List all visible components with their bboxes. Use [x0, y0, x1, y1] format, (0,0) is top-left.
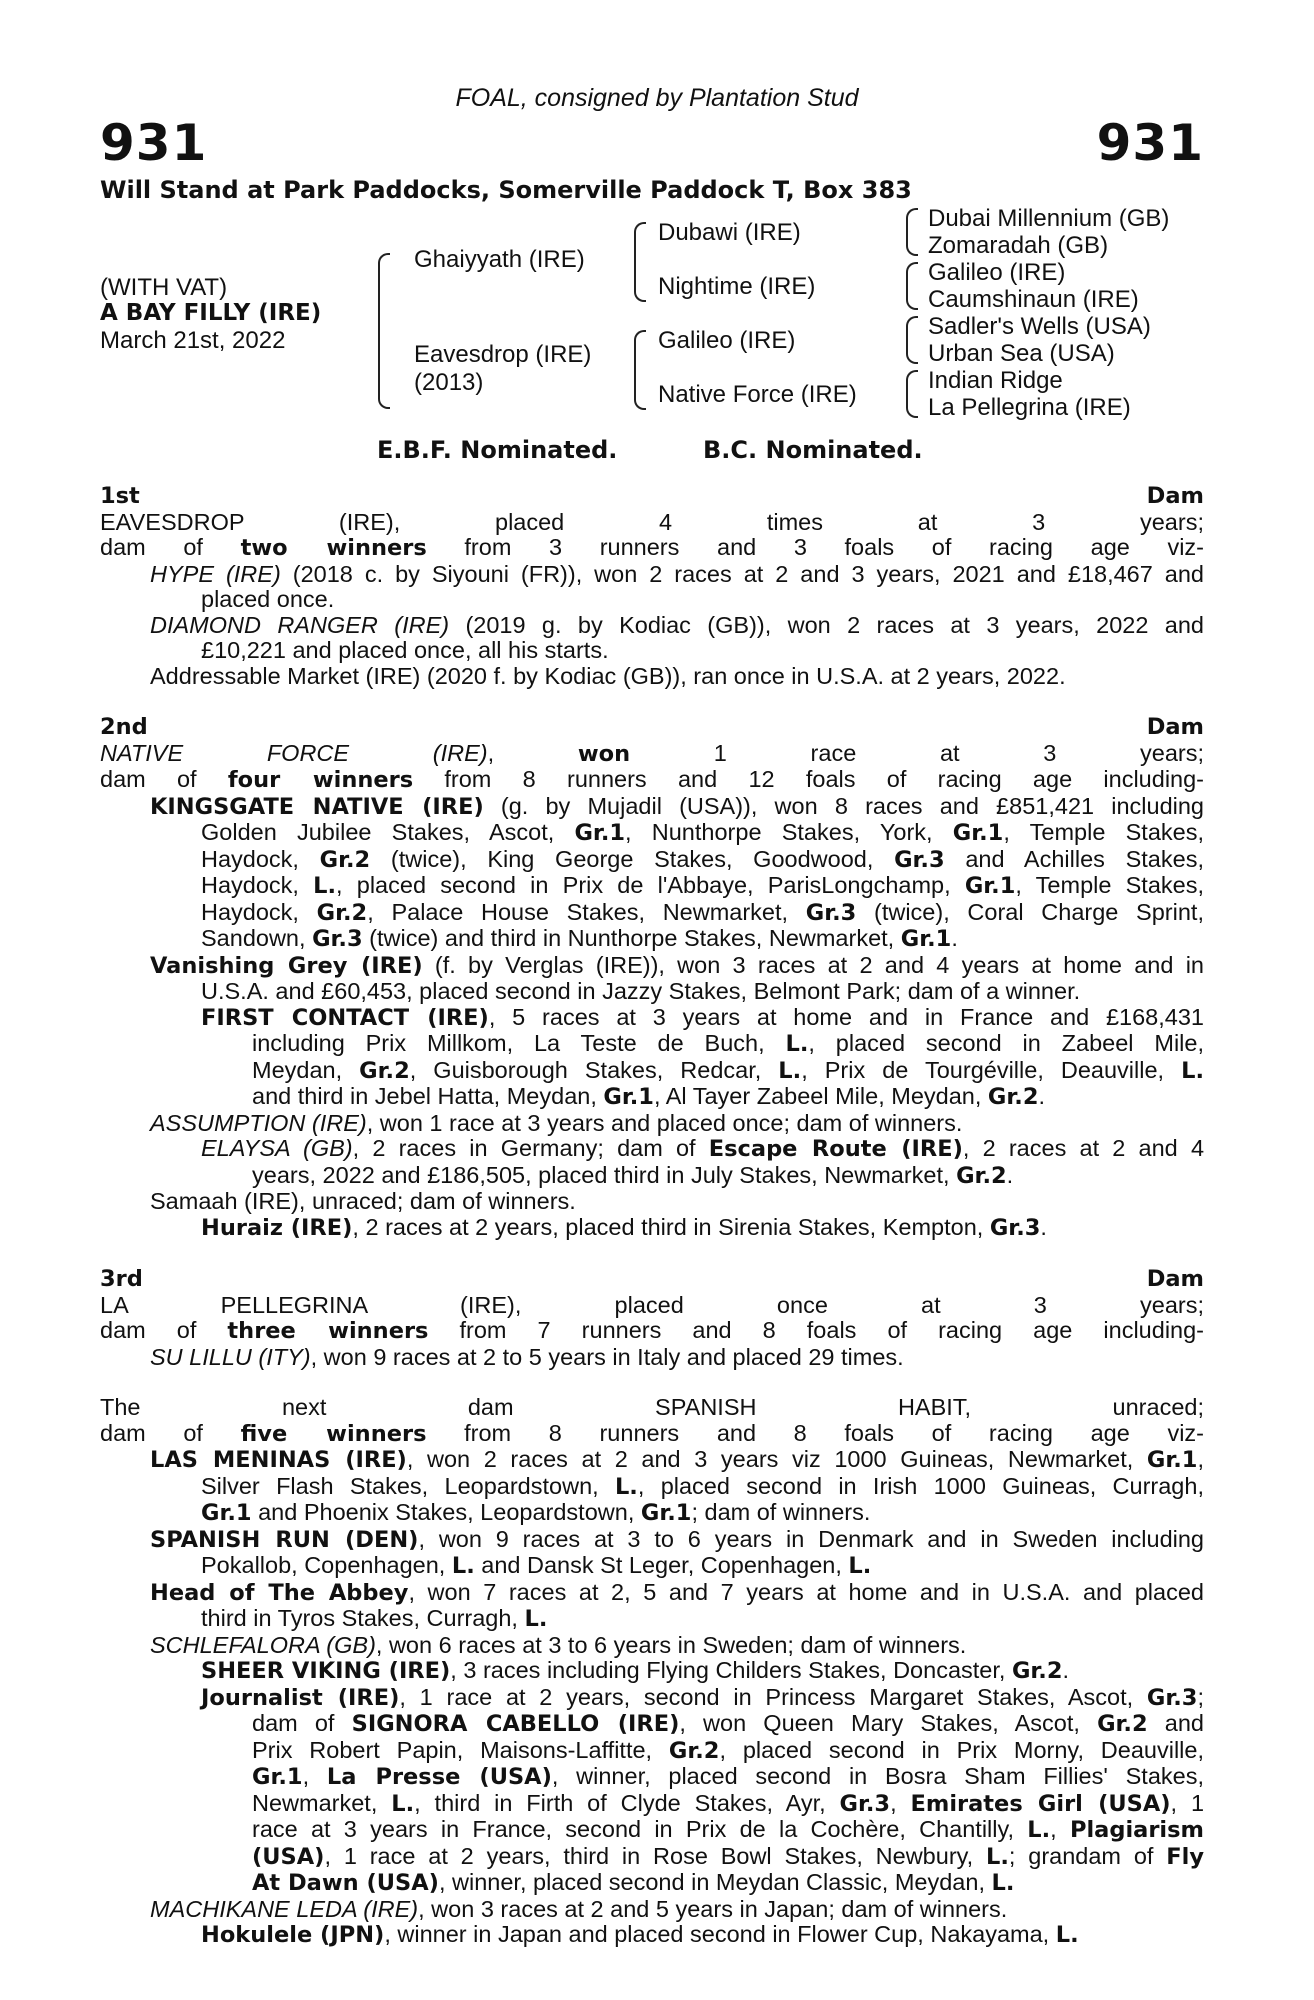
catalogue-line — [100, 979, 1204, 1005]
brace-g4-2 — [906, 262, 918, 310]
bold-text: L. — [986, 1843, 1009, 1870]
brace-dam-line — [634, 330, 646, 410]
text: , winner, placed second in Meydan Classic, Meydan, — [438, 1869, 992, 1895]
catalogue-line — [100, 638, 1204, 664]
text: U.S.A. and £60,453, placed second in Jazzy Stakes, Belmont Park; dam of a winner. — [201, 978, 1081, 1004]
bold-text: Gr.1 — [964, 873, 1016, 899]
catalogue-line — [100, 767, 1204, 794]
text: Haydock, — [201, 845, 320, 872]
catalogue-line — [100, 1421, 1204, 1448]
bold-text: L. — [391, 1790, 415, 1817]
dam-sire: Galileo (IRE) — [658, 327, 796, 354]
text: from 7 runners and 8 foals of racing age including- — [428, 1317, 1205, 1343]
catalogue-line — [100, 1058, 1204, 1085]
bold-text: Gr.3 — [894, 846, 945, 873]
catalogue-line — [100, 900, 1204, 927]
bold-text: five winners — [240, 1420, 427, 1447]
text: Silver Flash Stakes, Leopardstown, — [201, 1472, 615, 1499]
bold-text: Gr.2 — [319, 846, 371, 873]
text: , 2 races at 2 years, placed third in Sirenia Stakes, Kempton, — [352, 1213, 990, 1240]
bold-text: Gr.1 — [952, 820, 1004, 846]
text: Prix Robert Papin, Maisons-Laffitte, — [252, 1736, 669, 1763]
italic-text: DIAMOND RANGER (IRE) — [150, 611, 450, 638]
bold-text: L. — [1055, 1922, 1079, 1948]
ebf-nomination: E.B.F. Nominated. — [377, 436, 618, 464]
sire-dam: Nightime (IRE) — [658, 273, 816, 300]
text: ; — [1197, 1683, 1204, 1710]
text: , won 1 race at 3 years and placed once; dam of winners. — [366, 1109, 963, 1136]
bold-text: four winners — [227, 767, 414, 793]
bold-text: Gr.1 — [252, 1764, 303, 1790]
bold-text: Gr.3 — [805, 899, 857, 926]
brace-gen1 — [378, 253, 390, 409]
bold-text: three winners — [227, 1318, 429, 1344]
text: third in Tyros Stakes, Curragh, — [201, 1605, 525, 1631]
consignor-line: FOAL, consigned by Plantation Stud — [455, 84, 859, 112]
text: Newmarket, — [252, 1789, 392, 1816]
catalogue-line — [100, 1395, 1204, 1421]
catalogue-line — [100, 1084, 1204, 1111]
text: EAVESDROP (IRE), placed 4 times at 3 years; — [100, 508, 1204, 535]
bold-text: Head of The Abbey — [150, 1579, 409, 1606]
catalogue-line — [100, 1474, 1204, 1501]
brace-sire-line — [634, 222, 646, 302]
bold-text: Gr.1 — [1146, 1447, 1198, 1473]
text: , Temple Stakes, — [1015, 872, 1204, 898]
text: . — [1038, 1083, 1046, 1109]
bold-text: L. — [1181, 1057, 1204, 1084]
g4-horse: Dubai Millennium (GB) — [928, 205, 1170, 232]
text: , third in Firth of Clyde Stakes, Ayr, — [414, 1789, 840, 1816]
heading-text: 2nd Dam — [100, 714, 1204, 740]
catalogue-line — [100, 1345, 1204, 1371]
bold-text: Gr.1 — [603, 1084, 654, 1110]
catalogue-line — [100, 562, 1204, 588]
text: , — [487, 739, 578, 766]
sire-sire: Dubawi (IRE) — [658, 219, 801, 246]
catalogue-line — [100, 1580, 1204, 1607]
text: from 8 runners and 12 foals of racing age including- — [413, 766, 1204, 792]
catalogue-line — [100, 1791, 1204, 1818]
italic-text: HYPE (IRE) — [150, 560, 281, 587]
bold-text: LAS MENINAS (IRE) — [150, 1447, 407, 1473]
g4-horse: Galileo (IRE) — [928, 259, 1066, 286]
bold-text: KINGSGATE NATIVE (IRE) — [150, 793, 484, 820]
catalogue-line — [100, 613, 1204, 639]
horse-name: A BAY FILLY (IRE) — [100, 300, 322, 326]
catalogue-line — [100, 1215, 1204, 1242]
text: Golden Jubilee Stakes, Ascot, — [201, 819, 575, 845]
text: 1 race at 3 years; — [630, 739, 1204, 766]
bold-text: La Presse (USA) — [326, 1764, 552, 1790]
g4-horse: Zomaradah (GB) — [928, 232, 1109, 259]
text: , 5 races at 3 years at home and in France and £168,431 — [488, 1003, 1204, 1030]
catalogue-line — [100, 664, 1204, 690]
text: , 2 races at 2 and 4 — [962, 1135, 1205, 1161]
text: (g. by Mujadil (USA)), won 8 races and £851,421 including — [483, 792, 1204, 819]
catalogue-line — [100, 1318, 1204, 1345]
text: placed once. — [201, 586, 335, 612]
catalogue-line — [100, 1711, 1204, 1738]
text: , Palace House Stakes, Newmarket, — [367, 898, 806, 925]
text: (twice), King George Stakes, Goodwood, — [370, 845, 895, 872]
bold-text: Gr.2 — [359, 1057, 410, 1084]
bold-text: Gr.3 — [312, 926, 363, 952]
text: Samaah (IRE), unraced; dam of winners. — [150, 1188, 576, 1214]
catalogue-line — [100, 1293, 1204, 1319]
text: (2019 g. by Kodiac (GB)), won 2 races at 3 years, 2022 and — [449, 611, 1204, 638]
text: (twice), Coral Charge Sprint, — [856, 898, 1204, 925]
text: (2018 c. by Siyouni (FR)), won 2 races at 2 and 3 years, 2021 and £18,467 and — [280, 560, 1204, 587]
text: Pokallob, Copenhagen, — [201, 1552, 452, 1578]
text: Sandown, — [201, 925, 313, 951]
g4-horse: La Pellegrina (IRE) — [928, 394, 1131, 421]
text: , won 3 races at 2 and 5 years in Japan; dam of winners. — [418, 1895, 1008, 1922]
catalogue-line — [100, 1633, 1204, 1659]
foaling-date: March 21st, 2022 — [100, 327, 286, 354]
catalogue-line — [100, 1922, 1204, 1949]
text: , 1 — [1170, 1789, 1205, 1816]
brace-g4-4 — [906, 370, 918, 418]
text: and Phoenix Stakes, Leopardstown, — [251, 1499, 641, 1525]
sire: Ghaiyyath (IRE) — [414, 246, 585, 273]
text: , 2 races in Germany; dam of — [352, 1135, 709, 1161]
brace-g4-3 — [906, 316, 918, 364]
text: dam of — [252, 1710, 352, 1736]
text: , winner, placed second in Bosra Sham Fillies' Stakes, — [551, 1763, 1204, 1789]
bold-text: At Dawn (USA) — [252, 1870, 439, 1896]
text: , won 9 races at 2 to 5 years in Italy and placed 29 times. — [310, 1343, 904, 1370]
text: from 3 runners and 3 foals of racing age viz- — [426, 534, 1204, 560]
text: LA PELLEGRINA (IRE), placed once at 3 years; — [100, 1291, 1204, 1318]
catalogue-line — [100, 1658, 1204, 1685]
text: . — [1040, 1213, 1047, 1240]
catalogue-line — [100, 873, 1204, 900]
bold-text: SPANISH RUN (DEN) — [150, 1526, 419, 1553]
catalogue-line — [100, 794, 1204, 821]
dam-year: (2013) — [414, 369, 484, 396]
text: . — [1006, 1161, 1014, 1188]
bold-text: Gr.1 — [574, 820, 626, 846]
bold-text: Gr.2 — [316, 899, 368, 926]
text: , Nunthorpe Stakes, York, — [625, 819, 953, 845]
text: years, 2022 and £186,505, placed third in July Stakes, Newmarket, — [252, 1161, 957, 1188]
bold-text: Gr.3 — [1146, 1684, 1198, 1711]
text: race at 3 years in France, second in Prix de la Cochère, Chantilly, — [252, 1816, 1028, 1842]
catalogue-line — [100, 926, 1204, 953]
bold-text: SHEER VIKING (IRE) — [201, 1658, 451, 1684]
bold-text: Gr.2 — [1097, 1711, 1148, 1737]
catalogue-line — [100, 1136, 1204, 1163]
section-heading — [100, 483, 1204, 510]
catalogue-line — [100, 1606, 1204, 1633]
bold-text: two winners — [240, 535, 427, 561]
text: , winner in Japan and placed second in Flower Cup, Nakayama, — [384, 1921, 1056, 1947]
stable-location: Will Stand at Park Paddocks, Somerville Paddock T, Box 383 — [100, 176, 912, 204]
text: , — [302, 1763, 327, 1789]
bold-text: Escape Route (IRE) — [708, 1136, 963, 1162]
bold-text: Huraiz (IRE) — [201, 1214, 353, 1241]
italic-text: SU LILLU (ITY) — [150, 1343, 311, 1370]
catalogue-line — [100, 1738, 1204, 1765]
text: £10,221 and placed once, all his starts. — [201, 637, 609, 663]
catalogue-line — [100, 1685, 1204, 1712]
catalogue-line — [100, 847, 1204, 874]
section-heading — [100, 1266, 1204, 1293]
text: and Dansk St Leger, Copenhagen, — [474, 1552, 849, 1578]
bold-text: L. — [313, 873, 337, 899]
text: , placed second in Zabeel Mile, — [808, 1030, 1205, 1056]
text: , Guisborough Stakes, Redcar, — [409, 1056, 779, 1083]
bold-text: L. — [991, 1870, 1015, 1896]
catalogue-line — [100, 1844, 1204, 1871]
bold-text: Fly — [1166, 1843, 1205, 1870]
text: , Al Tayer Zabeel Mile, Meydan, — [653, 1083, 988, 1109]
bold-text: Plagiarism — [1069, 1817, 1204, 1843]
bold-text: Gr.3 — [839, 1790, 891, 1817]
text: and third in Jebel Hatta, Meydan, — [252, 1083, 604, 1109]
heading-text: 1st Dam — [100, 483, 1204, 509]
dam-dam: Native Force (IRE) — [658, 381, 857, 408]
italic-text: ELAYSA (GB) — [201, 1135, 353, 1161]
catalogue-line — [100, 820, 1204, 847]
catalogue-line — [100, 1031, 1204, 1058]
text: , won 7 races at 2, 5 and 7 years at home and in U.S.A. and placed — [408, 1578, 1204, 1605]
text: dam of — [100, 1317, 228, 1343]
section-gap — [100, 1241, 1204, 1266]
bold-text: (USA) — [252, 1843, 325, 1870]
bold-text: Gr.2 — [987, 1084, 1039, 1110]
g4-horse: Sadler's Wells (USA) — [928, 313, 1151, 340]
heading-text: 3rd Dam — [100, 1266, 1204, 1292]
catalogue-line — [100, 741, 1204, 768]
section-gap — [100, 689, 1204, 714]
bold-text: Gr.2 — [668, 1737, 720, 1764]
text: dam of — [100, 534, 241, 560]
text: dam of — [100, 1419, 241, 1446]
bold-text: FIRST CONTACT (IRE) — [201, 1004, 489, 1031]
text: Addressable Market (IRE) (2020 f. by Kodiac (GB)), ran once in U.S.A. at 2 years, 2022. — [150, 662, 1066, 689]
italic-text: MACHIKANE LEDA (IRE) — [150, 1895, 419, 1922]
g4-horse: Urban Sea (USA) — [928, 340, 1115, 367]
text: , won 6 races at 3 to 6 years in Sweden; dam of winners. — [375, 1631, 967, 1658]
lot-number-right: 931 — [1096, 114, 1204, 172]
bc-nomination: B.C. Nominated. — [703, 436, 923, 464]
text: Haydock, — [201, 872, 314, 898]
catalogue-line — [100, 535, 1204, 562]
text: and — [1147, 1710, 1204, 1736]
bold-text: Emirates Girl (USA) — [910, 1790, 1171, 1817]
bold-text: L. — [785, 1031, 809, 1057]
text: , 1 race at 2 years, third in Rose Bowl Stakes, Newbury, — [324, 1842, 987, 1869]
bold-text: won — [577, 740, 631, 767]
text: , placed second in Prix de l'Abbaye, ParisLongchamp, — [336, 872, 965, 898]
text: . — [1062, 1657, 1070, 1683]
bold-text: Gr.1 — [640, 1500, 692, 1526]
text: , placed second in Prix Morny, Deauville, — [719, 1736, 1204, 1763]
g4-horse: Caumshinaun (IRE) — [928, 286, 1139, 313]
catalogue-line — [100, 1163, 1204, 1190]
catalogue-line — [100, 1005, 1204, 1032]
section-gap — [100, 1370, 1204, 1395]
catalogue-line — [100, 1189, 1204, 1215]
text: Haydock, — [201, 898, 317, 925]
dam: Eavesdrop (IRE) — [414, 341, 592, 368]
text: , Prix de Tourgéville, Deauville, — [801, 1056, 1182, 1083]
lot-number-left: 931 — [100, 114, 208, 172]
catalogue-line — [100, 1870, 1204, 1897]
text: , placed second in Irish 1000 Guineas, Curragh, — [637, 1472, 1204, 1499]
bold-text: Hokulele (JPN) — [201, 1922, 385, 1948]
bold-text: Journalist (IRE) — [201, 1684, 400, 1711]
italic-text: NATIVE FORCE (IRE) — [100, 739, 488, 766]
bold-text: L. — [524, 1606, 548, 1632]
italic-text: SCHLEFALORA (GB) — [150, 1631, 376, 1658]
text: . — [951, 925, 958, 951]
bold-text: Gr.1 — [201, 1500, 252, 1526]
text: , — [890, 1789, 911, 1816]
bold-text: Gr.2 — [956, 1162, 1007, 1189]
catalogue-line — [100, 1527, 1204, 1554]
brace-g4-1 — [906, 208, 918, 256]
text: , won Queen Mary Stakes, Ascot, — [679, 1710, 1098, 1736]
bold-text: Gr.1 — [900, 926, 952, 952]
bold-text: SIGNORA CABELLO (IRE) — [351, 1711, 680, 1737]
italic-text: ASSUMPTION (IRE) — [150, 1109, 367, 1136]
text: dam of — [100, 766, 228, 792]
text: ; grandam of — [1008, 1842, 1167, 1869]
text: , Temple Stakes, — [1003, 819, 1204, 845]
text: , — [1050, 1816, 1070, 1842]
text: , — [1197, 1446, 1204, 1472]
bold-text: L. — [451, 1553, 475, 1579]
catalogue-text — [100, 483, 1204, 1949]
text: Meydan, — [252, 1056, 360, 1083]
text: , 1 race at 2 years, second in Princess Margaret Stakes, Ascot, — [399, 1683, 1147, 1710]
bold-text: L. — [1027, 1817, 1051, 1843]
catalogue-line — [100, 1553, 1204, 1580]
text: and Achilles Stakes, — [944, 845, 1204, 872]
bold-text: Gr.3 — [989, 1214, 1041, 1241]
text: , won 9 races at 3 to 6 years in Denmark and in Sweden including — [418, 1525, 1205, 1552]
text: The next dam SPANISH HABIT, unraced; — [100, 1394, 1204, 1420]
bold-text: L. — [778, 1057, 802, 1084]
g4-horse: Indian Ridge — [928, 367, 1063, 394]
catalogue-line — [100, 1817, 1204, 1844]
catalogue-line — [100, 1447, 1204, 1474]
text: , 3 races including Flying Childers Stakes, Doncaster, — [450, 1657, 1012, 1683]
bold-text: Vanishing Grey (IRE) — [150, 952, 423, 979]
catalogue-line — [100, 510, 1204, 536]
text: , won 2 races at 2 and 3 years viz 1000 Guineas, Newmarket, — [406, 1446, 1147, 1472]
catalogue-line — [100, 1764, 1204, 1791]
bold-text: Gr.2 — [1011, 1658, 1063, 1684]
text: (twice) and third in Nunthorpe Stakes, Newmarket, — [362, 925, 901, 951]
bold-text: L. — [848, 1553, 872, 1579]
text: (f. by Verglas (IRE)), won 3 races at 2 and 4 years at home and in — [422, 951, 1205, 978]
text: ; dam of winners. — [691, 1499, 871, 1525]
text: including Prix Millkom, La Teste de Buch, — [252, 1030, 786, 1056]
catalogue-line — [100, 1897, 1204, 1923]
catalogue-line — [100, 953, 1204, 980]
vat-note: (WITH VAT) — [100, 274, 228, 301]
bold-text: L. — [614, 1473, 638, 1500]
text: from 8 runners and 8 foals of racing age viz- — [426, 1419, 1204, 1446]
catalogue-line — [100, 1111, 1204, 1137]
catalogue-line — [100, 1500, 1204, 1527]
catalogue-line — [100, 587, 1204, 613]
section-heading — [100, 714, 1204, 741]
